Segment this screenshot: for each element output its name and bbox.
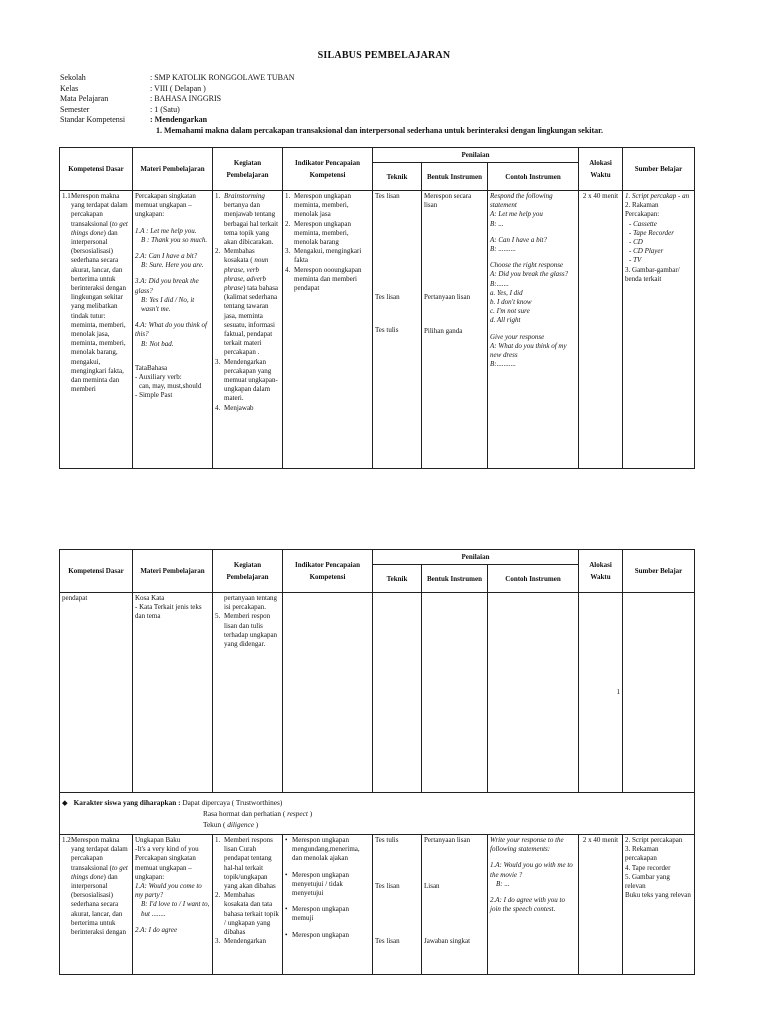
header-penilaian-2: Penilaian xyxy=(373,550,579,565)
header-bentuk-2: Bentuk Instrumen xyxy=(422,565,488,593)
header-alokasi: Alokasi Waktu xyxy=(579,148,623,191)
document-info xyxy=(60,73,720,136)
cell-alokasi: 2 x 40 menit xyxy=(579,191,623,469)
header-kegiatan-2: Kegiatan Pembelajaran xyxy=(213,550,283,593)
cell-contoh-cont xyxy=(488,593,579,793)
cell-bentuk: Merespon secara lisan Pertanyaan lisan Pilihan ganda xyxy=(422,191,488,469)
header-materi: Materi Pembelajaran xyxy=(133,148,213,191)
bullet-icon: • xyxy=(285,836,288,844)
cell-kegiatan: 1. Brainstorming bertanya dan menjawab tentang berbagai hal terkait tema topik yang akan dibicarakan. 2. Membahas kosakata ( noun phrase, verb phrase, adverb phrase) tata bahasa (kalimat sederhana tentang tawaran jasa, meminta sesuatu, informasi faktual, pendapat terkait materi percakapan . 3. Mendengarkan percakapan yang memuat ungkapan-ungkapan dalam materi. 4. Menjawab xyxy=(213,191,283,469)
cell-contoh-2: Write your response to the following statements: 1.A: Would you go with me to the movie ? B: ... 2.A: I do agree with you to join the speech contest. xyxy=(488,835,579,975)
header-alokasi-2: Alokasi Waktu xyxy=(579,550,623,593)
info-row-sekolah: Sekolah : SMP KATOLIK RONGGOLAWE TUBAN xyxy=(60,73,295,82)
cell-teknik-2: Tes tulis Tes lisan Tes lisan xyxy=(373,835,422,975)
cell-sumber: 1. Script percakap - an 2. Rakaman Percakapan: - Cassette - Tape Recorder - CD - CD Player - TV 3. Gambar-gambar/ benda terkait xyxy=(623,191,695,469)
cell-kompetensi-dasar-cont: pendapat xyxy=(60,593,133,793)
cell-teknik: Tes lisan Tes lisan Tes tulis xyxy=(373,191,422,469)
cell-teknik-cont xyxy=(373,593,422,793)
header-teknik-2: Teknik xyxy=(373,565,422,593)
info-row-mapel: Mata Pelajaran : BAHASA INGGRIS xyxy=(60,94,222,103)
cell-contoh: Respond the following statement A: Let me help you B: ... A: Can I have a bit? B: .......... Choose the right response A: Did you break the glass? B:....... a. Yes, I did b. I don't know c. I'm not sure d. All right Give your response A: What do you think of my new dress B:........... xyxy=(488,191,579,469)
cell-materi-2: Ungkapan Baku -It's a very kind of you Percakapan singkatan memuat ungkapan – ungkapan: 1.A: Would you come to my party? B: I'd love to / I want to, but ........ 2.A: I do agree xyxy=(133,835,213,975)
header-contoh-2: Contoh Instrumen xyxy=(488,565,579,593)
header-sumber: Sumber Belajar xyxy=(623,148,695,191)
cell-alokasi-2: 2 x 40 menit xyxy=(579,835,623,975)
cell-alokasi-cont xyxy=(579,593,623,793)
side-number: 1 xyxy=(616,687,621,696)
header-materi-2: Materi Pembelajaran xyxy=(133,550,213,593)
cell-bentuk-cont xyxy=(422,593,488,793)
standar-detail: 1. Memahami makna dalam percakapan transaksional dan interpersonal sederhana untuk berinteraksi dengan lingkungan sekitar. xyxy=(156,125,603,135)
cell-kegiatan-cont: pertanyaan tentang isi percakapan. 5. Memberi respon lisan dan tulis terhadap ungkapan yang didengar. xyxy=(213,593,283,793)
header-indikator: Indikator Pencapaian Kompetensi xyxy=(283,148,373,191)
bullet-icon: • xyxy=(285,930,288,939)
bullet-icon: • xyxy=(285,870,288,879)
header-kompetensi: Kompetensi Dasar xyxy=(60,148,133,191)
cell-kompetensi-dasar: 1.1 Merespon makna yang terdapat dalam percakapan transaksional (to get things done) dan interpersonal (bersosialisasi) sederhana secara akurat, lancar, dan berterima untuk berinteraksi dengan lingkungan sekitar yang melibatkan tindak tutur: meminta, memberi, menolak jasa, meminta, memberi, menolak barang, mengakui, mengingkari fakta, dan meminta dan memberi xyxy=(60,191,133,469)
bullet-icon: • xyxy=(285,905,288,914)
header-bentuk: Bentuk Instrumen xyxy=(422,163,488,191)
syllabus-table-2 xyxy=(59,549,695,975)
info-row-semester: Semester : 1 (Satu) xyxy=(60,104,180,114)
cell-sumber-cont xyxy=(623,593,695,793)
cell-indikator-2: • Merespon ungkapan mengundang,menerima, dan menolak ajakan • Merespon ungkapan menyetujui / tidak menyetujui • Merespon ungkapan memuji • Merespon ungkapan xyxy=(283,835,373,975)
diamond-bullet-icon: ◆ xyxy=(62,798,68,807)
cell-kegiatan-2: 1. Memberi respons lisan Curah pendapat tentang hal-hal terkait topik/ungkapan yang akan dibahas 2. Membahas kosakata dan tata bahasa terkait topik / ungkapan yang dibahas 3. Mendengarkan xyxy=(213,835,283,975)
cell-kompetensi-dasar-2: 1.2 Merespon makna yang terdapat dalam percakapan transaksional (to get things done) dan interpersonal (bersosialisasi) sederhana secara akurat, lancar, dan berterima untuk berinteraksi dengan xyxy=(60,835,133,975)
cell-indikator: 1. Merespon ungkapan meminta, memberi, menolak jasa 2. Merespon ungkapan meminta, memberi, menolak barang 3. Mengakui, mengingkari fakta 4. Merespon oooungkapan meminta dan memberi pendapat xyxy=(283,191,373,469)
syllabus-table-1 xyxy=(59,147,695,469)
header-penilaian: Penilaian xyxy=(373,148,579,163)
info-row-standar: Standar Kompetensi : Mendengarkan xyxy=(60,115,208,124)
header-kegiatan: Kegiatan Pembelajaran xyxy=(213,148,283,191)
document-title: SILABUS PEMBELAJARAN xyxy=(317,50,451,61)
header-indikator-2: Indikator Pencapaian Kompetensi xyxy=(283,550,373,593)
cell-sumber-2: 2. Script percakapan 3. Rekaman percakapan 4. Tape recorder 5. Gambar yang relevan Buku teks yang relevan xyxy=(623,835,695,975)
cell-materi-cont: Kosa Kata - Kata Terkait jenis teks dan tema xyxy=(133,593,213,793)
header-sumber-2: Sumber Belajar xyxy=(623,550,695,593)
karakter-row: ◆ Karakter siswa yang diharapkan : Dapat dipercaya ( Trustworthines) Rasa hormat dan perhatian ( respect ) Tekun ( diligence ) xyxy=(60,793,695,835)
cell-bentuk-2: Pertanyaan lisan Lisan Jawaban singkat xyxy=(422,835,488,975)
header-kompetensi-2: Kompetensi Dasar xyxy=(60,550,133,593)
info-row-kelas: Kelas : VIII ( Delapan ) xyxy=(60,83,206,93)
cell-materi: Percakapan singkatan memuat ungkapan – ungkapan: 1.A : Let me help you. B : Thank you so much. 2.A: Can I have a bit? B: Sure. Here you are. 3.A: Did you break the glass? B: Yes I did / No, it wasn't me. 4.A: What do you think of this? B: Not bad. TataBahasa - Auxiliary verb: can, may, must,should - Simple Past xyxy=(133,191,213,469)
header-teknik: Teknik xyxy=(373,163,422,191)
header-contoh: Contoh Instrumen xyxy=(488,163,579,191)
cell-indikator-cont xyxy=(283,593,373,793)
